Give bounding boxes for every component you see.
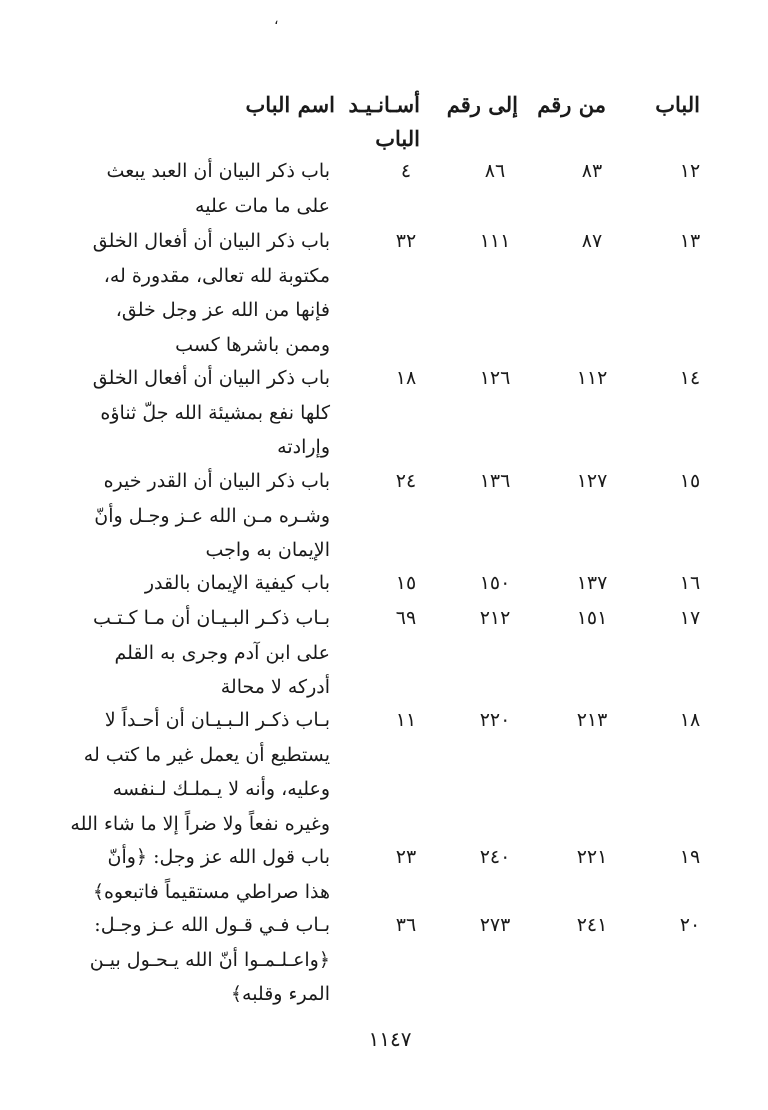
row-name-line: أدركه لا محالة bbox=[220, 676, 330, 698]
row-name bbox=[90, 566, 330, 601]
row-chapter: ١٦ bbox=[679, 572, 701, 594]
row-name-line: يستطيع أن يعمل غير ما كتب له bbox=[83, 743, 330, 766]
row-isnads: ٣٦ bbox=[395, 914, 417, 936]
row-isnads: ٦٩ bbox=[395, 607, 417, 629]
row-chapter: ١٨ bbox=[679, 709, 701, 731]
row-name-line: بـاب فـي قـول الله عـز وجـل: bbox=[94, 914, 330, 936]
header-isnads-line1: أسـانـيـد bbox=[348, 92, 420, 117]
row-to: ١٣٦ bbox=[479, 470, 511, 492]
row-isnads: ١٥ bbox=[395, 572, 417, 594]
row-name-line: وغيره نفعاً ولا ضراً إلا ما شاء الله bbox=[70, 812, 330, 835]
row-from: ٢٤١ bbox=[576, 914, 608, 936]
row-name-line: باب ذكر البيان أن أفعال الخلق bbox=[92, 230, 330, 252]
row-chapter: ٢٠ bbox=[679, 914, 701, 936]
row-name-line: بـاب ذكـر البـيـان أن مـا كـتـب bbox=[92, 607, 330, 629]
row-from: ٢١٣ bbox=[576, 709, 608, 731]
row-name-line: باب ذكر البيان أن أفعال الخلق bbox=[92, 367, 330, 389]
row-name-line: وعليه، وأنه لا يـملـك لـنفسه bbox=[112, 778, 330, 800]
row-to: ٢١٢ bbox=[479, 607, 511, 629]
row-isnads: ٢٣ bbox=[395, 846, 417, 868]
row-name-line: وشـره مـن الله عـز وجـل وأنّ bbox=[94, 504, 330, 527]
row-from: ١٢٧ bbox=[576, 470, 608, 492]
row-isnads: ٢٤ bbox=[395, 470, 417, 492]
row-name bbox=[70, 703, 330, 841]
row-name bbox=[90, 224, 330, 362]
row-name-line: ﴿واعـلـمـوا أنّ الله يـحـول بيـن bbox=[89, 948, 330, 971]
row-chapter: ١٥ bbox=[679, 470, 701, 492]
header-isnads bbox=[335, 88, 420, 156]
top-mark: ، bbox=[274, 12, 279, 28]
row-name-line: المرء وقلبه﴾ bbox=[230, 983, 330, 1005]
row-name-line: الإيمان به واجب bbox=[205, 539, 330, 561]
row-from: ٨٧ bbox=[581, 230, 603, 252]
row-to: ٨٦ bbox=[484, 160, 506, 182]
row-from: ١١٢ bbox=[576, 367, 608, 389]
row-name-line: بـاب ذكـر الـبـيـان أن أحـداً لا bbox=[104, 709, 330, 731]
header-chapter-name: اسم الباب bbox=[245, 92, 335, 117]
row-to: ٢٧٣ bbox=[479, 914, 511, 936]
header-chapter: الباب bbox=[655, 92, 700, 117]
row-chapter: ١٧ bbox=[679, 607, 701, 629]
row-name-line: باب كيفية الإيمان بالقدر bbox=[144, 572, 330, 594]
row-name-line: باب ذكر البيان أن العبد يبعث bbox=[106, 160, 330, 182]
row-name bbox=[90, 601, 330, 705]
row-to: ١١١ bbox=[479, 230, 511, 252]
row-name-line: باب قول الله عز وجل: ﴿وأنّ bbox=[107, 846, 330, 868]
row-name-line: فإنها من الله عز وجل خلق، bbox=[115, 299, 330, 321]
row-name-line: على ابن آدم وجرى به القلم bbox=[114, 641, 330, 664]
row-from: ١٥١ bbox=[576, 607, 608, 629]
row-isnads: ٣٢ bbox=[395, 230, 417, 252]
header-from-number: من رقم bbox=[537, 92, 606, 117]
row-isnads: ١٨ bbox=[395, 367, 417, 389]
row-name-line: على ما مات عليه bbox=[195, 194, 330, 217]
row-name bbox=[90, 464, 330, 568]
row-chapter: ١٣ bbox=[679, 230, 701, 252]
header-to-number: إلى رقم bbox=[446, 92, 518, 117]
header-isnads-line2: الباب bbox=[375, 126, 420, 151]
row-name bbox=[90, 840, 330, 909]
row-chapter: ١٤ bbox=[679, 367, 701, 389]
row-name-line: وممن باشرها كسب bbox=[175, 333, 330, 356]
row-chapter: ١٩ bbox=[679, 846, 701, 868]
row-name-line: كلها نفع بمشيئة الله جلّ ثناؤه bbox=[100, 401, 330, 424]
row-name-line: باب ذكر البيان أن القدر خيره bbox=[103, 470, 330, 492]
row-isnads: ١١ bbox=[395, 709, 417, 731]
row-from: ٢٢١ bbox=[576, 846, 608, 868]
row-name-line: وإرادته bbox=[277, 436, 330, 458]
page-number: ١١٤٧ bbox=[368, 1027, 412, 1051]
row-name bbox=[90, 154, 330, 223]
row-name bbox=[90, 361, 330, 465]
row-to: ١٥٠ bbox=[479, 572, 511, 594]
row-name bbox=[90, 908, 330, 1012]
row-to: ٢٤٠ bbox=[479, 846, 511, 868]
row-to: ٢٢٠ bbox=[479, 709, 511, 731]
row-from: ١٣٧ bbox=[576, 572, 608, 594]
row-from: ٨٣ bbox=[581, 160, 603, 182]
row-to: ١٢٦ bbox=[479, 367, 511, 389]
row-name-line: هذا صراطي مستقيماً فاتبعوه﴾ bbox=[92, 880, 330, 903]
row-isnads: ٤ bbox=[400, 160, 412, 182]
row-chapter: ١٢ bbox=[679, 160, 701, 182]
row-name-line: مكتوبة لله تعالى، مقدورة له، bbox=[103, 264, 330, 287]
